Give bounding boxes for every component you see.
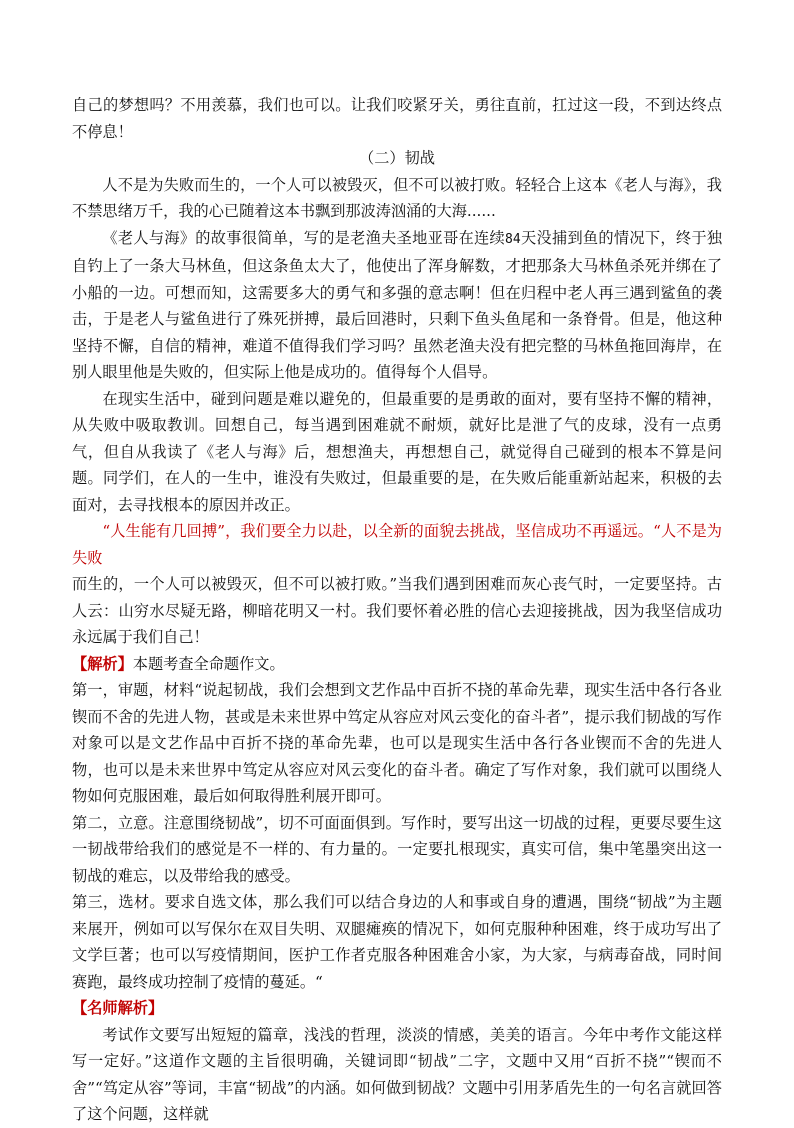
analysis-label: 【解析】: [72, 654, 133, 673]
paragraph-reflection: 在现实生活中，碰到问题是难以避免的，但最重要的是勇敢的面对，要有坚持不懈的精神，从失败中吸取教训。回想自己，每当遇到困难就不耐烦，就好比是泄了气的皮球，没有一点勇气，但自从我读了《老人与海》后，想想渔夫，再想想自己，就觉得自己碰到的根本不算是问题。同学们，在人的一生中，谁没有失败过，但最重要的是，在失败后能重新站起来，积极的去面对，去寻找根本的原因并改正。: [72, 389, 722, 514]
analysis-step-3: 第三，选材。要求自选文体，那么我们可以结合身边的人和事或自身的遭遇，围绕“韧战”为主题来展开，例如可以写保尔在双目失明、双腿瘫痪的情况下，如何克服种种困难，终于成功写出了文学巨著；也可以写疫情期间，医护工作者克服各种困难舍小家，为大家，与病毒奋战，同时间赛跑，最终成功控制了疫情的蔓延。“: [72, 893, 722, 991]
analysis-text: 本题考查全命题作文。: [132, 654, 285, 673]
paragraph-conclusion-rest: 而生的，一个人可以被毁灭，但不可以被打败。”当我们遇到困难而灰心丧气时，一定要坚持。古人云：山穷水尽疑无路，柳暗花明又一村。我们要怀着必胜的信心去迎接挑战，因为我坚信成功永远属于我们自己！: [72, 575, 722, 646]
story-text-b: 天没捕到鱼的情况下，终于独自钓上了一条大马林鱼，但这条鱼太大了，他使出了浑身解数，才把那条大马林鱼杀死并绑在了小船的一边。可想而知，这需要多大的勇气和多强的意志啊！但在归程中老人再三遇到鲨鱼的袭击，于是老人与鲨鱼进行了殊死拼搏，最后回港时，只剩下鱼头鱼尾和一条脊骨。但是，他这种坚持不懈，自信的精神，难道不值得我们学习吗？虽然老渔夫没有把完整的马林鱼拖回海岸，在别人眼里他是失败的，但实际上他是成功的。值得每个人倡导。: [72, 228, 723, 381]
teacher-analysis-label: 【名师解析】: [72, 999, 164, 1017]
section-heading: （二）韧战: [359, 149, 435, 167]
story-text-a: 《老人与海》的故事很简单，写的是老渔夫圣地亚哥在连续: [102, 228, 506, 247]
story-day-count: 84: [505, 231, 521, 247]
paragraph-continued: 自己的梦想吗？不用羡慕，我们也可以。让我们咬紧牙关，勇往直前，扛过这一段，不到达终点不停息！: [72, 96, 722, 141]
paragraph-story: [72, 225, 722, 386]
highlighted-quote: “人生能有几回搏”，我们要全力以赴，以全新的面貌去挑战，坚信成功不再遥远。“人不是为失败: [72, 522, 722, 567]
paragraph-conclusion: [72, 518, 722, 571]
analysis-line: [72, 651, 722, 678]
analysis-step-2: 第二，立意。注意围绕韧战”，切不可面面俱到。写作时，要写出这一切战的过程，更要尽要生这一韧战带给我们的感觉是不一样的、有力量的。一定要扎根现实，真实可信，集中笔墨突出这一韧战的难忘，以及带给我的感受。: [72, 813, 722, 885]
paragraph-intro: 人不是为失败而生的，一个人可以被毁灭，但不可以被打败。轻轻合上这本《老人与海》，我不禁思绪万千，我的心已随着这本书飘到那波涛汹涌的大海......: [72, 175, 722, 220]
teacher-analysis-text: 考试作文要写出短短的篇章，浅浅的哲理，淡淡的情感，美美的语言。今年中考作文能这样写一定好。”这道作文题的主旨很明确，关键词即“韧战”二字，文题中又用“百折不挠”“锲而不舍”“笃定从容”等词，丰富“韧战”的内涵。如何做到韧战？文题中引用茅盾先生的一句名言就回答了这个问题，这样就: [72, 1025, 722, 1123]
analysis-step-1: 第一，审题，材料“说起韧战，我们会想到文艺作品中百折不挠的革命先辈，现实生活中各行各业锲而不舍的先进人物，甚或是未来世界中笃定从容应对风云变化的奋斗者”，提示我们韧战的写作对象可以是文艺作品中百折不挠的革命先辈，也可以是现实生活中各行各业锲而不舍的先进人物，也可以是未来世界中笃定从容应对风云变化的奋斗者。确定了写作对象，我们就可以围绕人物如何克服困难，最后如何取得胜利展开即可。: [72, 681, 722, 805]
document-page: [72, 92, 722, 1128]
